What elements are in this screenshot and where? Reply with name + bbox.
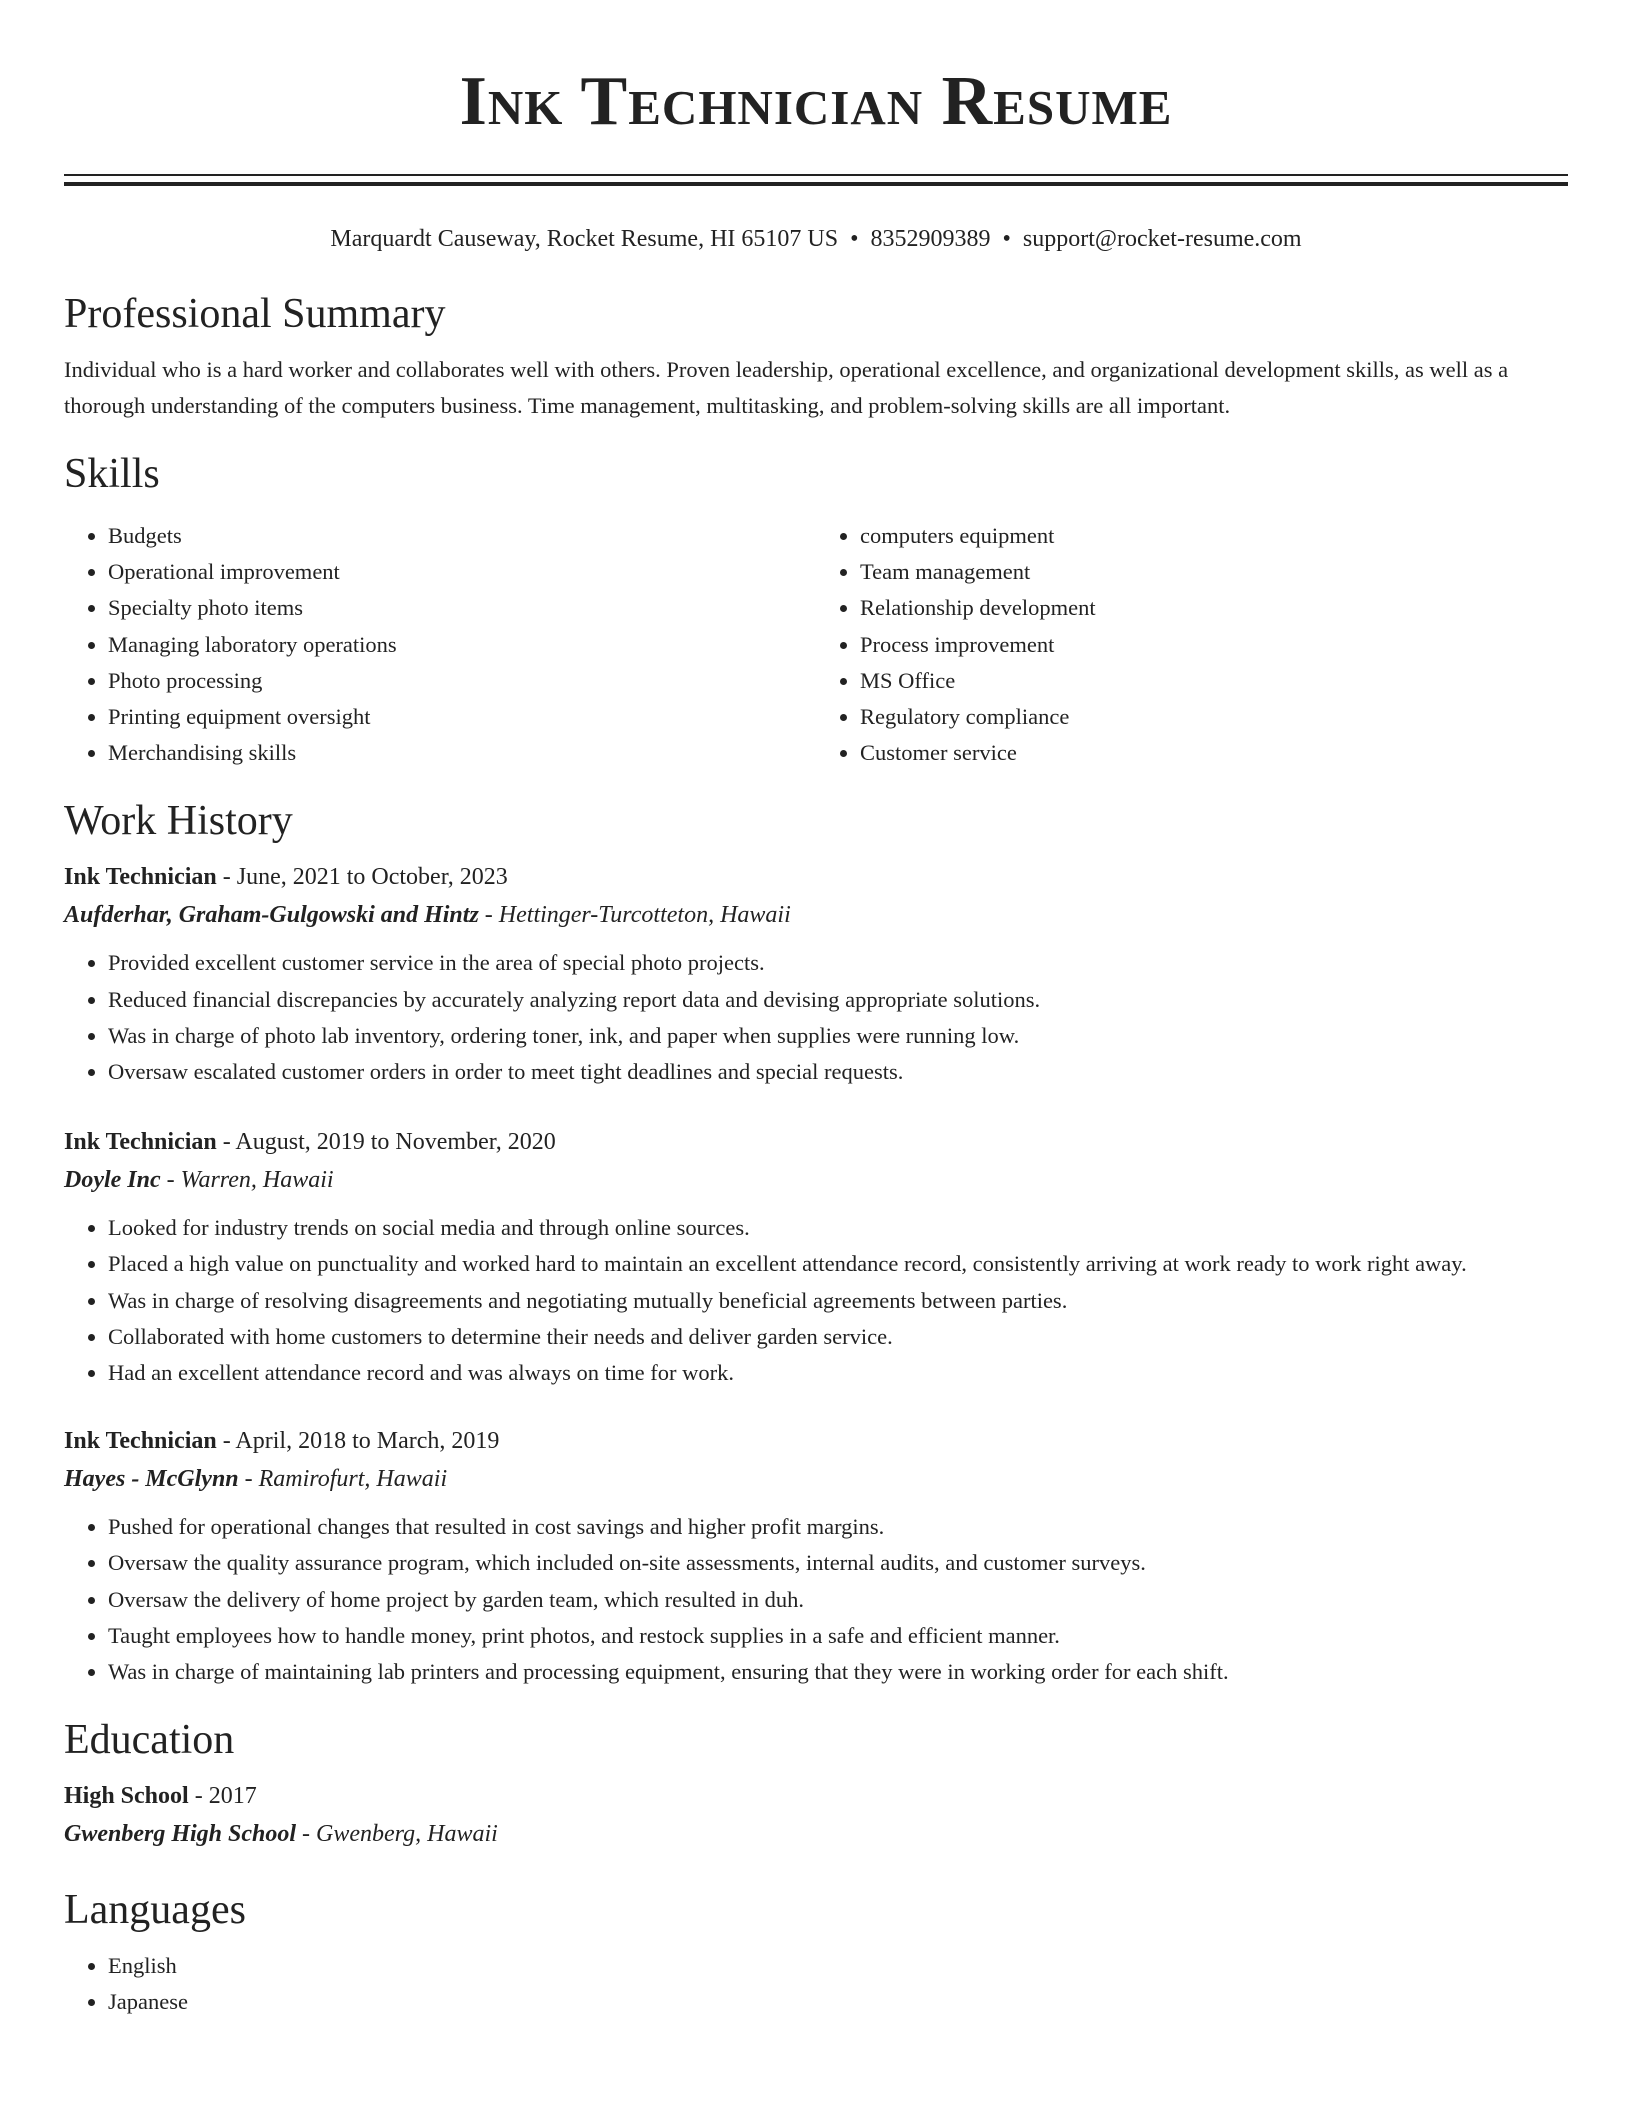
job-title: Ink Technician xyxy=(64,1428,217,1455)
job-company: Doyle Inc xyxy=(64,1167,161,1194)
contact-phone: 8352909389 xyxy=(870,226,991,252)
skill-item: • Operational improvement xyxy=(108,554,816,590)
job-employer xyxy=(64,895,1568,935)
job-bullet: • Taught employees how to handle money, print photos, and restock supplies in a safe and efficient manner. xyxy=(108,1618,1568,1654)
job-bullet: • Oversaw the delivery of home project by garden team, which resulted in duh. xyxy=(108,1582,1568,1618)
job-bullets xyxy=(64,945,1568,1090)
education-year: - 2017 xyxy=(194,1783,257,1810)
job-location: - Warren, Hawaii xyxy=(166,1167,334,1194)
job-dates: - April, 2018 to March, 2019 xyxy=(222,1428,500,1455)
job-title: Ink Technician xyxy=(64,1129,217,1156)
job-location: - Hettinger-Turcotteton, Hawaii xyxy=(484,902,791,929)
job-header xyxy=(64,859,1568,895)
work-history-heading: Work History xyxy=(64,798,293,845)
skill-item: • Photo processing xyxy=(108,663,816,699)
job-bullet: • Reduced financial discrepancies by accurately analyzing report data and devising appropriate solutions. xyxy=(108,982,1568,1018)
job-title: Ink Technician xyxy=(64,864,217,891)
job-bullet: • Had an excellent attendance record and was always on time for work. xyxy=(108,1355,1568,1391)
languages-heading: Languages xyxy=(64,1887,246,1934)
skill-item: • MS Office xyxy=(860,663,1568,699)
education-header xyxy=(64,1778,1568,1814)
education-degree: High School xyxy=(64,1783,189,1810)
education-heading: Education xyxy=(64,1717,235,1764)
education-school: Gwenberg High School xyxy=(64,1821,297,1848)
job-bullet: • Collaborated with home customers to determine their needs and deliver garden service. xyxy=(108,1319,1568,1355)
resume-title: Ink Technician Resume xyxy=(459,63,1173,140)
job-bullet: • Was in charge of photo lab inventory, ordering toner, ink, and paper when supplies were running low. xyxy=(108,1018,1568,1054)
languages-list xyxy=(64,1948,1568,2020)
skill-item: • Customer service xyxy=(860,735,1568,771)
skill-item: • Process improvement xyxy=(860,627,1568,663)
skill-item: • Relationship development xyxy=(860,590,1568,626)
skill-item: • Team management xyxy=(860,554,1568,590)
job-entry xyxy=(64,859,1568,1090)
skill-item: • Regulatory compliance xyxy=(860,699,1568,735)
skill-item: • Specialty photo items xyxy=(108,590,816,626)
education-school-line xyxy=(64,1814,1568,1854)
skill-item: • Budgets xyxy=(108,518,816,554)
job-entry xyxy=(64,1124,1568,1391)
job-bullet: • Looked for industry trends on social media and through online sources. xyxy=(108,1210,1568,1246)
education-entry xyxy=(64,1778,1568,1854)
job-bullet: • Oversaw escalated customer orders in order to meet tight deadlines and special requests. xyxy=(108,1054,1568,1090)
title-divider xyxy=(64,174,1568,186)
contact-separator: • xyxy=(850,226,859,252)
skills-column-left xyxy=(64,518,816,771)
job-entry xyxy=(64,1423,1568,1690)
job-company: Aufderhar, Graham-Gulgowski and Hintz xyxy=(64,902,479,929)
job-dates: - June, 2021 to October, 2023 xyxy=(222,864,508,891)
job-employer xyxy=(64,1160,1568,1200)
job-dates: - August, 2019 to November, 2020 xyxy=(222,1129,556,1156)
skills-heading: Skills xyxy=(64,451,160,497)
job-bullet: • Provided excellent customer service in the area of special photo projects. xyxy=(108,945,1568,981)
job-location: - Ramirofurt, Hawaii xyxy=(244,1466,448,1493)
job-bullet: • Oversaw the quality assurance program, which included on-site assessments, internal audits, and customer surveys. xyxy=(108,1545,1568,1581)
job-bullet: • Placed a high value on punctuality and worked hard to maintain an excellent attendance record, consistently arriving at work ready to work right away. xyxy=(108,1246,1568,1282)
job-header xyxy=(64,1124,1568,1160)
skills-list xyxy=(64,518,1568,771)
contact-email: support@rocket-resume.com xyxy=(1022,226,1302,252)
skill-item: • computers equipment xyxy=(860,518,1568,554)
skills-column-right xyxy=(816,518,1568,771)
job-bullets xyxy=(64,1509,1568,1690)
skill-item: • Printing equipment oversight xyxy=(108,699,816,735)
job-header xyxy=(64,1423,1568,1459)
summary-text: Individual who is a hard worker and collaborates well with others. Proven leadership, operational excellence, and organizational development skills, as well as a thorough understanding of the computers business. Time management, multitasking, and problem-solving skills are all important. xyxy=(64,357,1509,418)
job-bullet: • Was in charge of resolving disagreements and negotiating mutually beneficial agreements between parties. xyxy=(108,1283,1568,1319)
contact-address: Marquardt Causeway, Rocket Resume, HI 65107 US xyxy=(330,226,839,252)
language-item: • Japanese xyxy=(108,1984,1568,2020)
skill-item: • Managing laboratory operations xyxy=(108,627,816,663)
job-bullet: • Was in charge of maintaining lab printers and processing equipment, ensuring that they were in working order for each shift. xyxy=(108,1654,1568,1690)
language-item: • English xyxy=(108,1948,1568,1984)
contact-line xyxy=(64,224,1568,254)
job-company: Hayes - McGlynn xyxy=(64,1466,239,1493)
skill-item: • Merchandising skills xyxy=(108,735,816,771)
job-employer xyxy=(64,1459,1568,1499)
contact-separator: • xyxy=(1002,226,1011,252)
education-location: - Gwenberg, Hawaii xyxy=(302,1821,498,1848)
job-bullet: • Pushed for operational changes that resulted in cost savings and higher profit margins. xyxy=(108,1509,1568,1545)
summary-heading: Professional Summary xyxy=(64,291,446,337)
job-bullets xyxy=(64,1210,1568,1391)
